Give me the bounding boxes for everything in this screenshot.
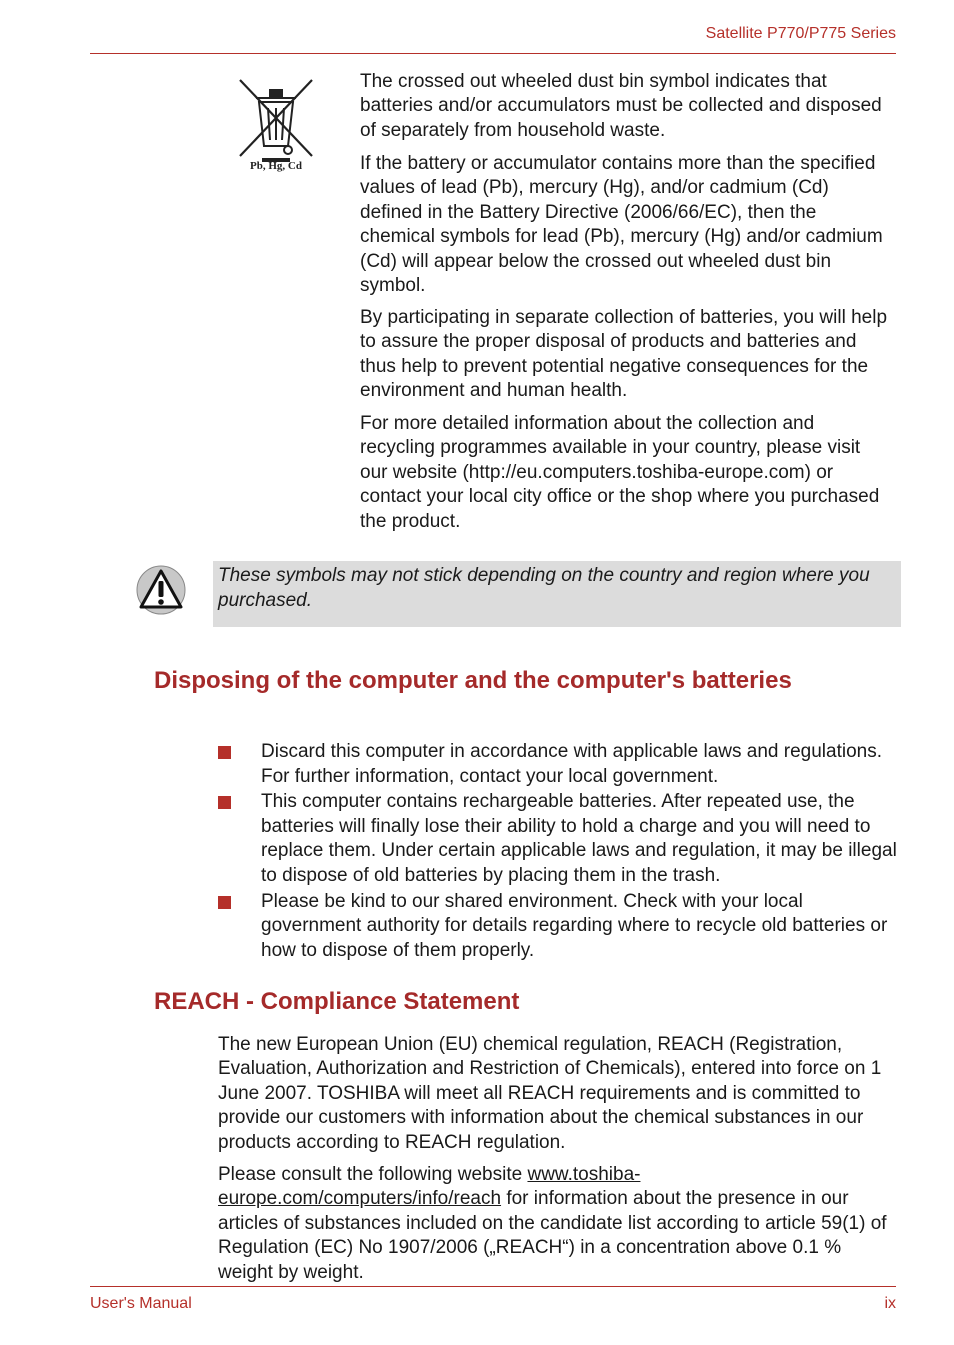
battery-paragraph-2: If the battery or accumulator contains more than the specified values of lead (Pb), mercury (Hg), and/or cadmium (Cd) defined in the Battery Directive (2006/66/EC), then the chemical symbols for lead (Pb), mercury (Hg) and/or cadmium (Cd) will appear below the crossed out wheeled dust bin symbol. [360, 153, 883, 297]
reach-paragraph-2-rest: for information about the presence in our articles of substances included on the candidate list according to article 59(1) of Regulation (EC) No 1907/2006 („REACH“) in a concentration above 0.1 % weight by weight. [218, 1188, 887, 1283]
running-header-title: Satellite P770/P775 Series [705, 25, 896, 42]
bullet-text: Discard this computer in accordance with applicable laws and regulations. For further information, contact your local government. [261, 741, 882, 787]
footer-manual-title: User's Manual [90, 1295, 192, 1312]
reach-paragraph-2-intro: Please consult the following website [218, 1164, 528, 1185]
disposing-bullet-list [218, 740, 898, 964]
footer-rule [90, 1286, 896, 1287]
reach-paragraph-2 [218, 1163, 898, 1285]
list-item [218, 790, 898, 888]
note-text: These symbols may not stick depending on the country and region where you purchased. [218, 565, 870, 611]
battery-paragraph-1: The crossed out wheeled dust bin symbol indicates that batteries and/or accumulators must be collected and disposed of separately from household waste. [360, 71, 882, 141]
list-item [218, 890, 898, 964]
square-bullet-icon [218, 896, 231, 909]
bin-symbol-caption: Pb, Hg, Cd [250, 160, 302, 172]
bullet-text: Please be kind to our shared environment. Check with your local government authority for details regarding where to recycle old batteries or how to dispose of them properly. [261, 890, 888, 961]
disposing-section-heading: Disposing of the computer and the computer's batteries [154, 667, 792, 694]
warning-triangle-icon [136, 565, 186, 615]
bullet-text: This computer contains rechargeable batteries. After repeated use, the batteries will finally lose their ability to hold a charge and you will need to replace them. Under certain applicable laws and regulation, it may be illegal to dispose of old batteries by placing them in the trash. [261, 791, 897, 886]
header-rule [90, 53, 896, 54]
square-bullet-icon [218, 746, 231, 759]
list-item [218, 740, 898, 789]
page-number: ix [884, 1295, 896, 1312]
reach-info-link[interactable]: www.toshiba-europe.com/computers/info/reach [218, 1164, 641, 1210]
square-bullet-icon [218, 796, 231, 809]
battery-paragraph-3: By participating in separate collection of batteries, you will help to assure the proper disposal of products and batteries and thus help to prevent potential negative consequences for the environment and human health. [360, 307, 888, 402]
reach-section-heading: REACH - Compliance Statement [154, 988, 520, 1015]
battery-paragraph-4: For more detailed information about the collection and recycling programmes available in your country, please visit our website (http://eu.computers.toshiba-europe.com) or contact your local city office or the shop where you purchased the product. [360, 413, 880, 532]
reach-paragraph-1: The new European Union (EU) chemical regulation, REACH (Registration, Evaluation, Authorization and Restriction of Chemicals), entered into force on 1 June 2007. TOSHIBA will meet all REACH requirements and is committed to provide our customers with information about the chemical substances in our products according to REACH regulation. [218, 1034, 882, 1153]
